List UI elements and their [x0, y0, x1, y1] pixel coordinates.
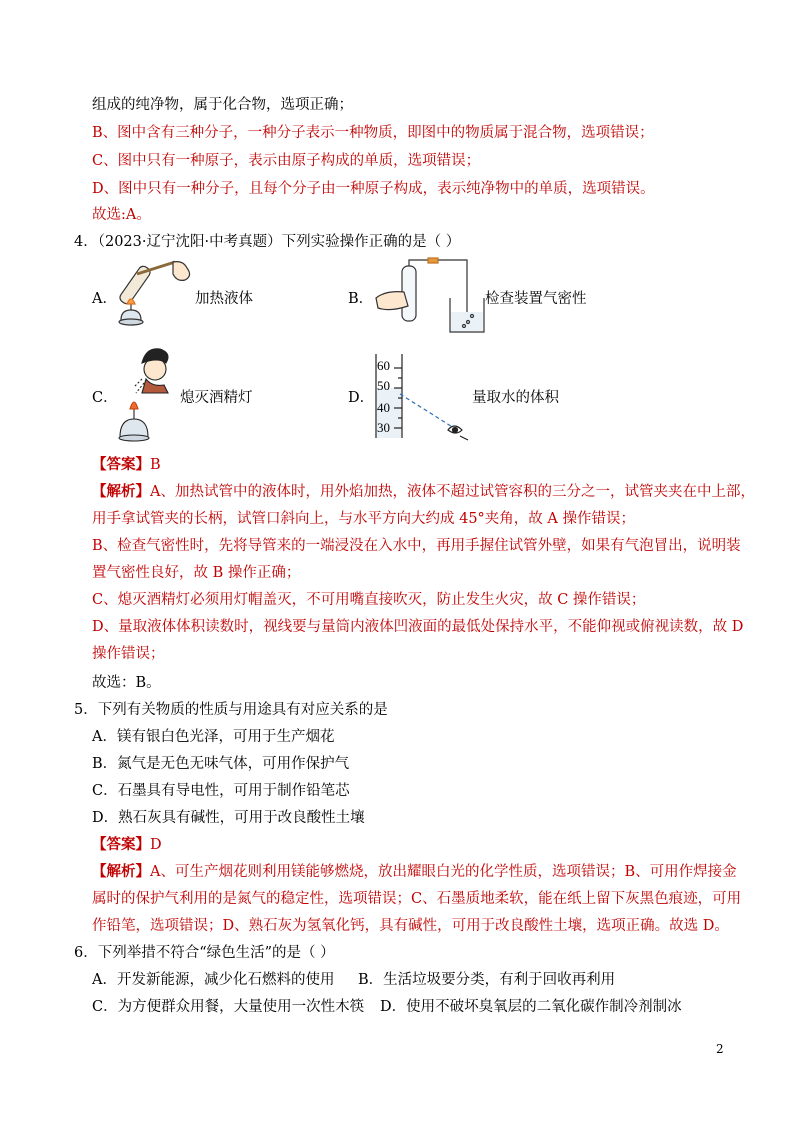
option-a-caption: 加热液体 — [195, 291, 253, 307]
page-number: 2 — [716, 1042, 724, 1056]
answer-value: B — [150, 457, 161, 473]
explanation-line: 故选：B。 — [92, 675, 161, 691]
option-a-letter: A． — [92, 291, 117, 307]
answer-line — [92, 455, 161, 475]
option-text: D．使用不破坏臭氧层的二氧化碳作制冷剂制冰 — [380, 999, 682, 1015]
explanation-tag: 【解析】 — [92, 483, 150, 500]
answer-line — [92, 835, 162, 855]
text-line: 故选:A。 — [92, 207, 151, 223]
question-4-stem: 4．（2023·辽宁沈阳·中考真题）下列实验操作正确的是（ ） — [74, 234, 461, 250]
answer-tag: 【答案】 — [92, 836, 150, 853]
explanation-line: C、熄灭酒精灯必须用灯帽盖灭，不可用嘴直接吹灭，防止发生火灾，故 C 操作错误； — [92, 592, 646, 608]
explanation-line — [92, 862, 737, 882]
option-text: B．生活垃圾要分类，有利于回收再利用 — [358, 972, 616, 988]
explanation-line: 属时的保护气利用的是氮气的稳定性，选项错误；C、石墨质地柔软，能在纸上留下灰黑色痕迹，可用 — [92, 891, 742, 907]
option-text: A．镁有银白色光泽，可用于生产烟花 — [92, 729, 335, 745]
option-text: A．开发新能源，减少化石燃料的使用 — [92, 972, 335, 988]
extinguish-lamp-figure — [112, 345, 182, 445]
explanation-line: 置气密性良好，故 B 操作正确； — [92, 565, 301, 581]
text-line: D、图中只有一种分子，且每个分子由一种原子构成，表示纯净物中的单质，选项错误。 — [92, 181, 655, 197]
question-6-stem: 6．下列举措不符合“绿色生活”的是（ ） — [74, 945, 335, 961]
answer-value: D — [150, 837, 162, 853]
option-text: D．熟石灰具有碱性，可用于改良酸性土壤 — [92, 810, 365, 826]
cylinder-tick-label: 30 — [377, 420, 390, 435]
cylinder-tick-label: 60 — [377, 358, 390, 373]
option-d-letter: D． — [348, 390, 375, 406]
explanation-text: A、可生产烟花则利用镁能够燃烧，放出耀眼白光的化学性质，选项错误；B、可用作焊接金 — [150, 864, 737, 880]
option-c-letter: C． — [92, 390, 118, 406]
explanation-tag: 【解析】 — [92, 863, 150, 880]
airtightness-check-figure — [372, 258, 487, 338]
cylinder-tick-label: 40 — [377, 400, 390, 415]
option-text: B．氮气是无色无味气体，可用作保护气 — [92, 756, 350, 772]
option-c-caption: 熄灭酒精灯 — [180, 390, 253, 406]
option-text: C．石墨具有导电性，可用于制作铅笔芯 — [92, 783, 350, 799]
explanation-text: A、加热试管中的液体时，用外焰加热，液体不超过试管容积的三分之一，试管夹夹在中上部， — [150, 484, 755, 500]
explanation-line: 用手拿试管夹的长柄，试管口斜向上，与水平方向大约成 45°夹角，故 A 操作错误； — [92, 511, 635, 527]
option-b-letter: B． — [348, 291, 374, 307]
cylinder-tick-label: 50 — [377, 378, 390, 393]
explanation-line — [92, 482, 755, 502]
explanation-line: B、检查气密性时，先将导管来的一端浸没在入水中，再用手握住试管外壁，如果有气泡冒出，说明装 — [92, 538, 741, 554]
option-d-caption: 量取水的体积 — [472, 390, 559, 406]
heating-liquid-figure — [115, 258, 200, 333]
question-5-stem: 5．下列有关物质的性质与用途具有对应关系的是 — [74, 702, 388, 718]
option-text: C．为方便群众用餐，大量使用一次性木筷 — [92, 999, 365, 1015]
text-line: B、图中含有三种分子，一种分子表示一种物质，即图中的物质属于混合物，选项错误； — [92, 125, 654, 141]
answer-tag: 【答案】 — [92, 456, 150, 473]
text-line: 组成的纯净物，属于化合物，选项正确； — [92, 97, 353, 113]
text-line: C、图中只有一种原子，表示由原子构成的单质，选项错误； — [92, 153, 481, 169]
explanation-line: D、量取液体体积读数时，视线要与量筒内液体凹液面的最低处保持水平，不能仰视或俯视读数，故 D — [92, 619, 744, 635]
option-b-caption: 检查装置气密性 — [485, 291, 587, 307]
explanation-line: 操作错误； — [92, 646, 165, 662]
measuring-cylinder-figure — [372, 352, 472, 442]
explanation-line: 作铅笔，选项错误；D、熟石灰为氢氧化钙，具有碱性，可用于改良酸性土壤，选项正确。故选 D。 — [92, 918, 729, 934]
